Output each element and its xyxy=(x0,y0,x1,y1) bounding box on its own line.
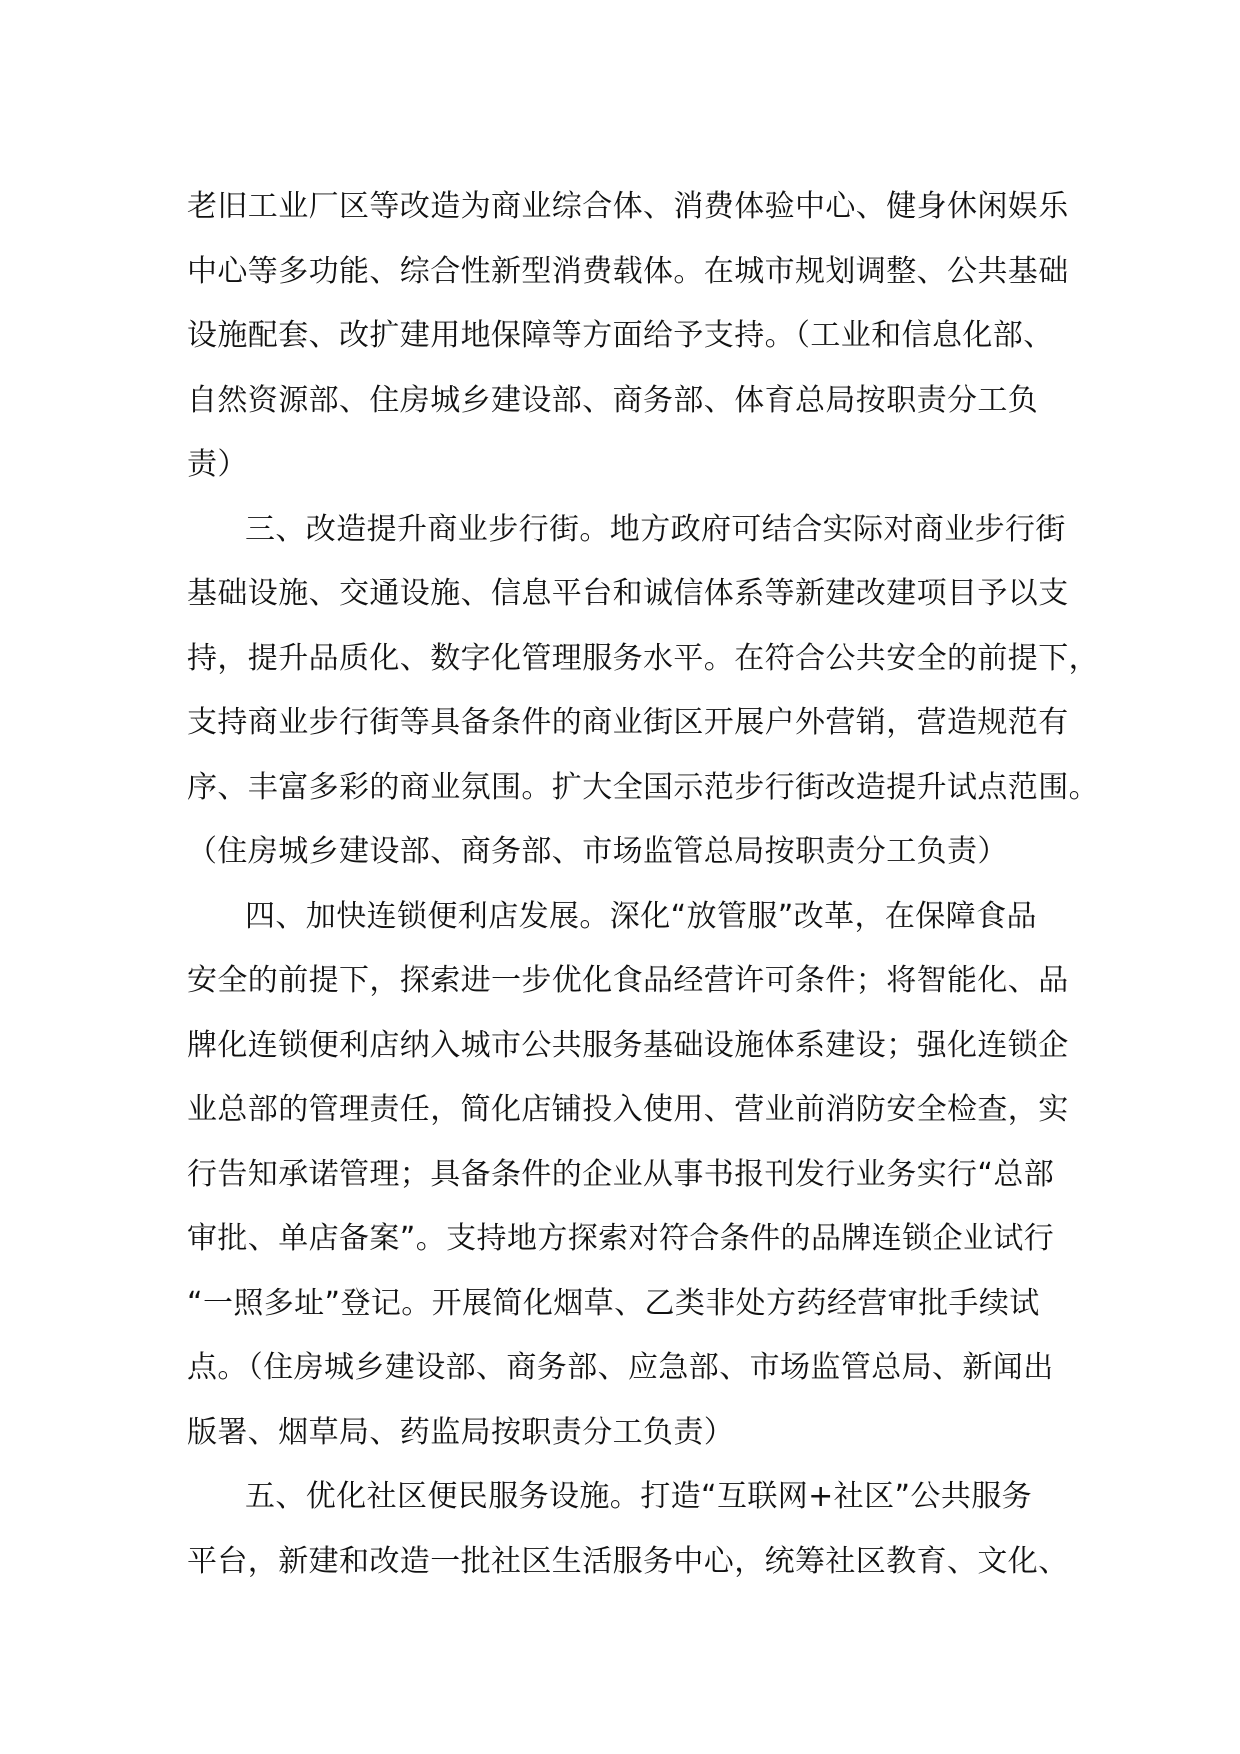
text-line: 序、丰富多彩的商业氛围。扩大全国示范步行街改造提升试点范围。 xyxy=(187,769,1099,805)
text-line: 责） xyxy=(187,447,248,482)
text-line: 点。（住房城乡建设部、商务部、应急部、市场监管总局、新闻出 xyxy=(187,1350,1054,1385)
text-line: 基础设施、交通设施、信息平台和诚信体系等新建改建项目予以支 xyxy=(187,576,1069,611)
text-line: 中心等多功能、综合性新型消费载体。在城市规划调整、公共基础 xyxy=(187,253,1069,289)
text-line: 设施配套、改扩建用地保障等方面给予支持。（工业和信息化部、 xyxy=(187,318,1054,353)
text-line: 支持商业步行街等具备条件的商业街区开展户外营销，营造规范有 xyxy=(187,705,1069,740)
text-line: 行告知承诺管理；具备条件的企业从事书报刊发行业务实行“总部 xyxy=(187,1156,1055,1192)
text-line: 自然资源部、住房城乡建设部、商务部、体育总局按职责分工负 xyxy=(187,382,1039,418)
section-heading-line: 五、优化社区便民服务设施。打造“互联网+社区”公共服务 xyxy=(245,1479,1033,1514)
text-line: 老旧工业厂区等改造为商业综合体、消费体验中心、健身休闲娱乐 xyxy=(187,189,1069,224)
document-body xyxy=(187,175,1099,1594)
text-line: “一照多址”登记。开展简化烟草、乙类非处方药经营审批手续试 xyxy=(187,1285,1040,1321)
text-line: （住房城乡建设部、商务部、市场监管总局按职责分工负责） xyxy=(187,834,1008,869)
text-line: 版署、烟草局、药监局按职责分工负责） xyxy=(187,1414,735,1450)
text-line: 审批、单店备案”。支持地方探索对符合条件的品牌连锁企业试行 xyxy=(187,1221,1055,1256)
text-line: 牌化连锁便利店纳入城市公共服务基础设施体系建设；强化连锁企 xyxy=(187,1027,1069,1063)
section-heading-line: 四、加快连锁便利店发展。深化“放管服”改革，在保障食品 xyxy=(245,898,1037,934)
text-line: 业总部的管理责任，简化店铺投入使用、营业前消防安全检查，实 xyxy=(187,1092,1069,1127)
text-line: 持，提升品质化、数字化管理服务水平。在符合公共安全的前提下， xyxy=(187,640,1099,676)
text-line: 平台，新建和改造一批社区生活服务中心，统筹社区教育、文化、 xyxy=(187,1543,1069,1579)
text-line: 安全的前提下，探索进一步优化食品经营许可条件；将智能化、品 xyxy=(187,963,1069,998)
section-heading-line: 三、改造提升商业步行街。地方政府可结合实际对商业步行街 xyxy=(245,511,1066,547)
